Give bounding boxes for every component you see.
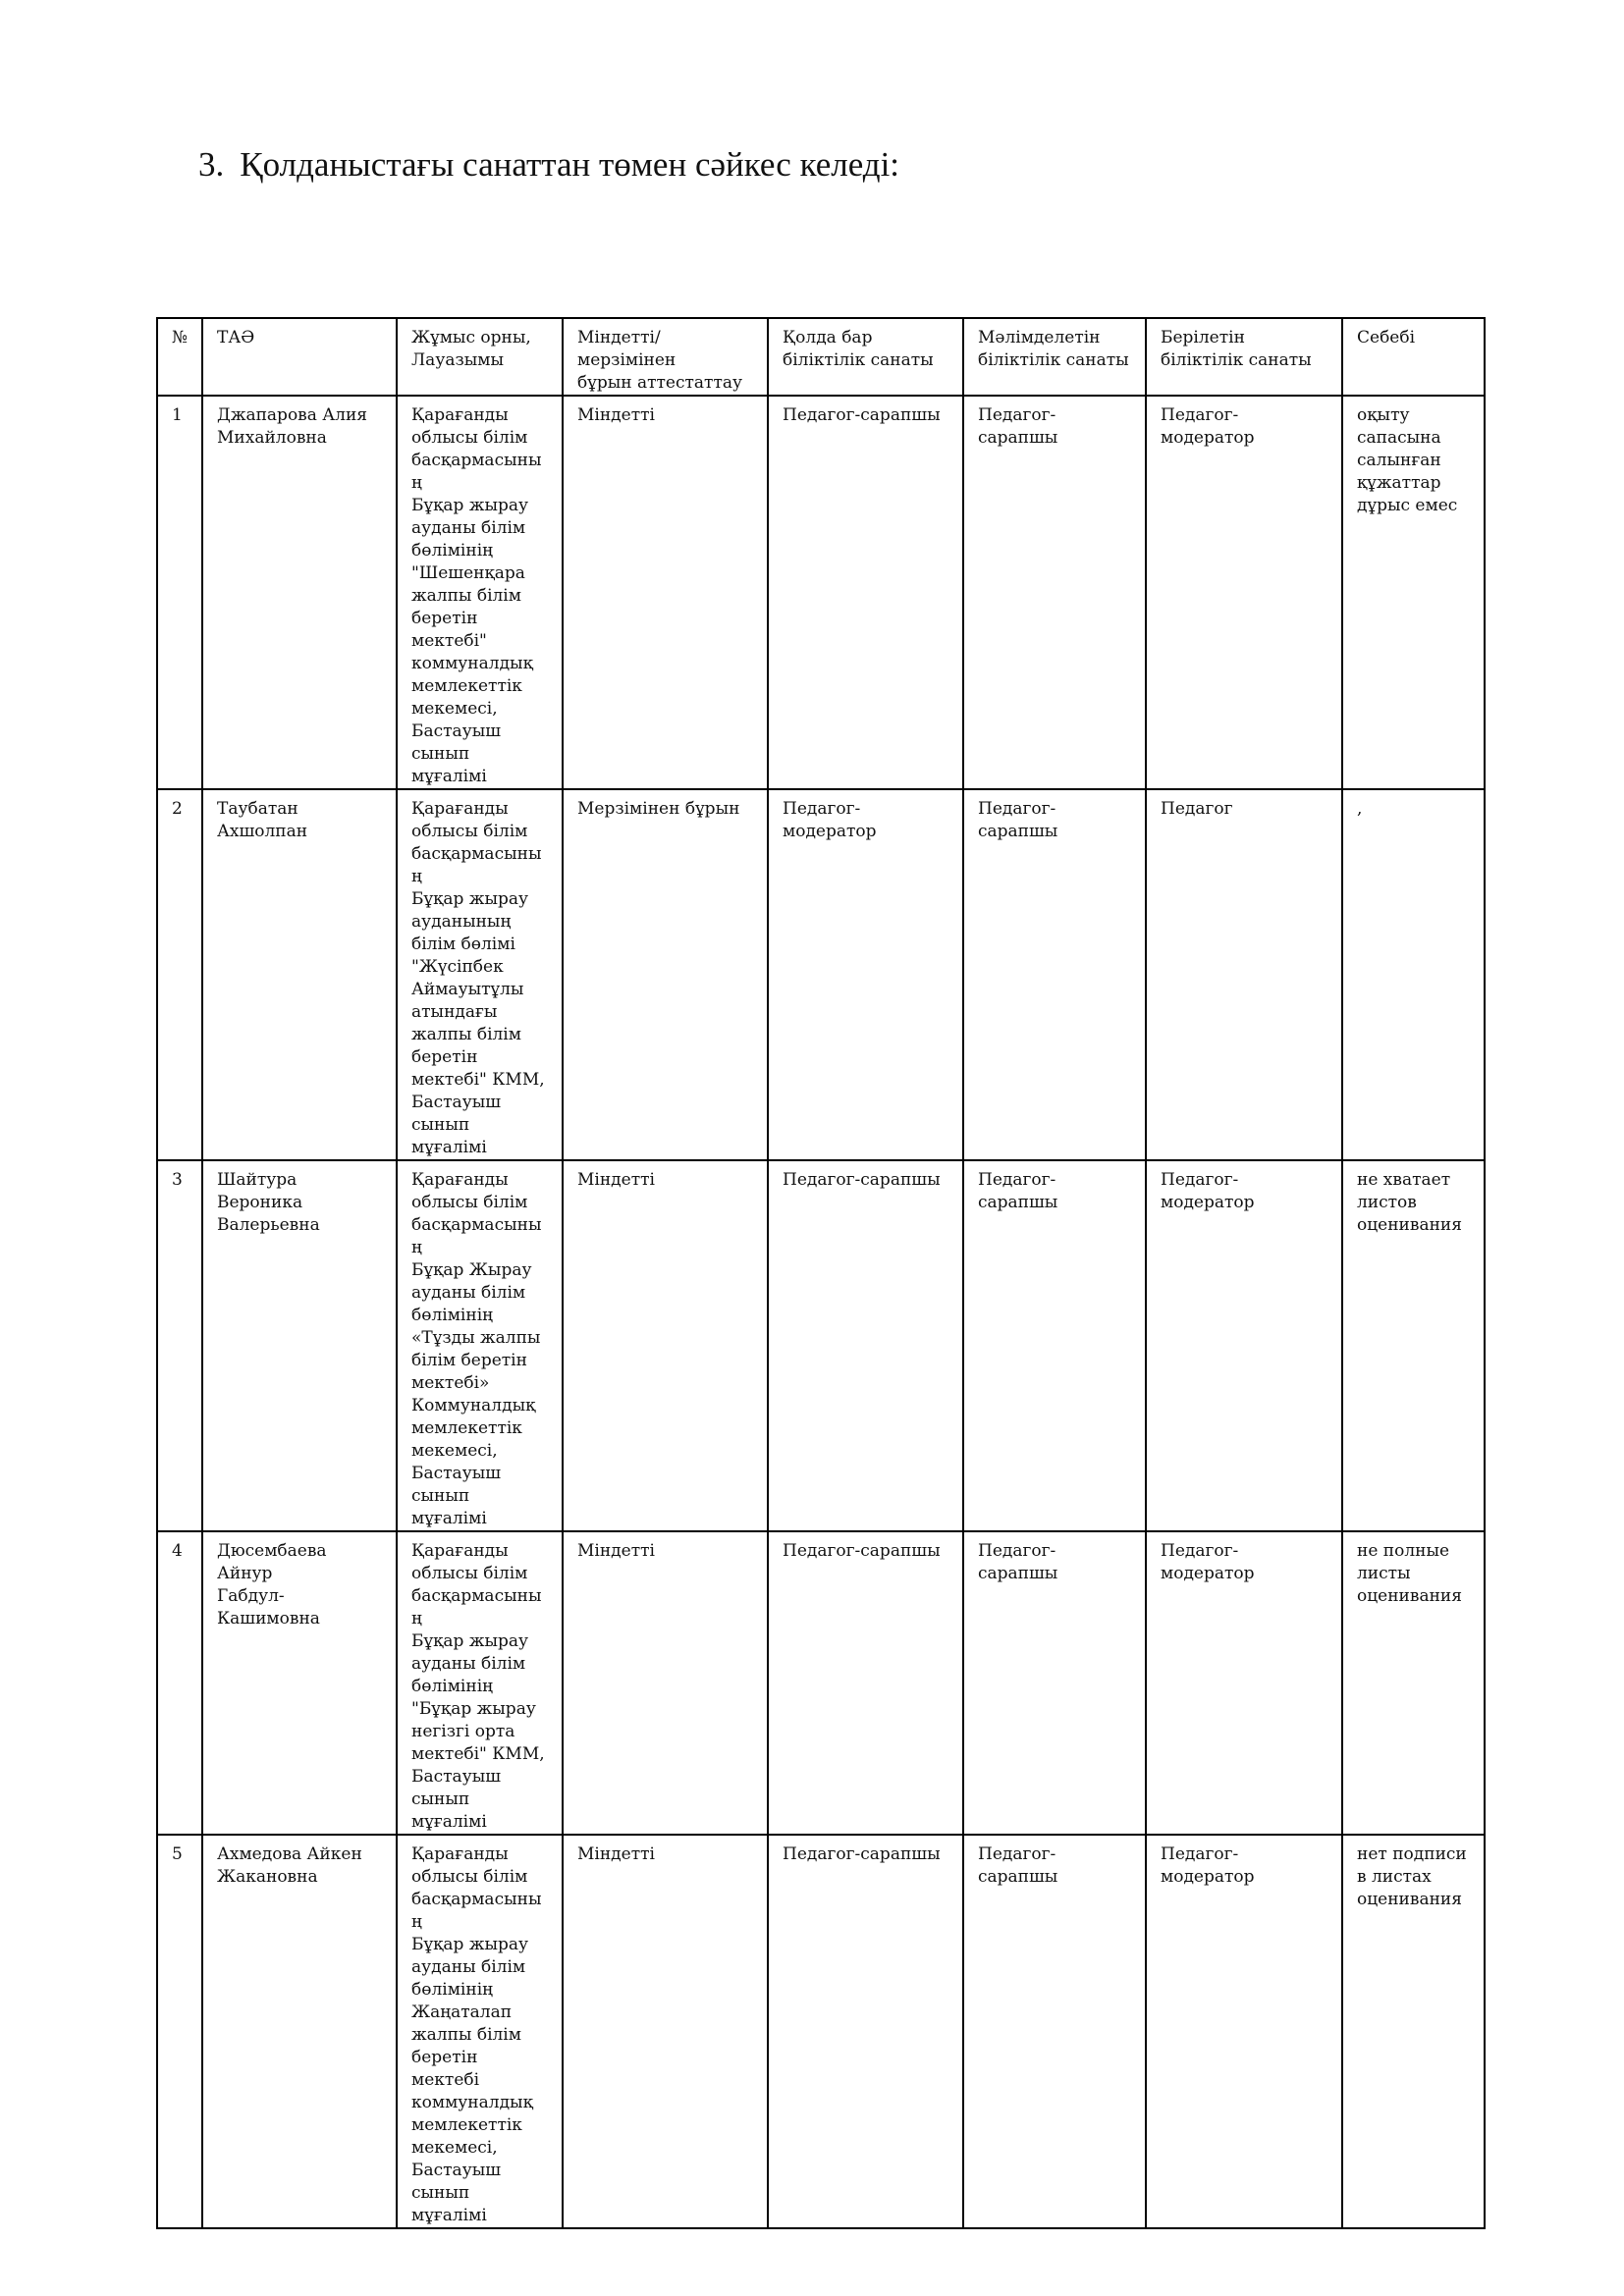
header-reason: Себебі <box>1342 318 1485 396</box>
cell-attestation-type: Мерзімінен бұрын <box>563 789 768 1160</box>
cell-reason: оқыту сапасына салынған құжаттар дұрыс емес <box>1342 396 1485 789</box>
cell-assigned-category: Педагог-модератор <box>1146 1835 1342 2228</box>
cell-attestation-type: Міндетті <box>563 1160 768 1531</box>
header-workplace: Жұмыс орны, Лауазымы <box>397 318 563 396</box>
cell-full-name: Дюсембаева Айнур Габдул-Кашимовна <box>202 1531 397 1835</box>
cell-workplace: Қарағанды облысы білім басқармасының Бұқар жырау ауданы білім бөлімінің Жаңаталап жалпы білім беретін мектебі коммуналдық мемлекеттік мекемесі, Бастауыш сынып мұғалімі <box>397 1835 563 2228</box>
cell-full-name: Джапарова Алия Михайловна <box>202 396 397 789</box>
cell-declared-category: Педагог-сарапшы <box>963 789 1146 1160</box>
header-assigned-category: Берілетін біліктілік санаты <box>1146 318 1342 396</box>
cell-reason: не хватает листов оценивания <box>1342 1160 1485 1531</box>
cell-attestation-type: Міндетті <box>563 1835 768 2228</box>
cell-declared-category: Педагог-сарапшы <box>963 1835 1146 2228</box>
cell-number: 2 <box>157 789 202 1160</box>
cell-full-name: Шайтура Вероника Валерьевна <box>202 1160 397 1531</box>
cell-assigned-category: Педагог-модератор <box>1146 1531 1342 1835</box>
cell-number: 4 <box>157 1531 202 1835</box>
table-row <box>157 396 1485 789</box>
header-declared-category: Мәлімделетін біліктілік санаты <box>963 318 1146 396</box>
cell-workplace: Қарағанды облысы білім басқармасының Бұқар жырау ауданының білім бөлімі "Жүсіпбек Аймауытұлы атындағы жалпы білім беретін мектебі" КММ, Бастауыш сынып мұғалімі <box>397 789 563 1160</box>
cell-workplace: Қарағанды облысы білім басқармасының Бұқар жырау ауданы білім бөлімінің "Шешенқара жалпы білім беретін мектебі" коммуналдық мемлекеттік мекемесі, Бастауыш сынып мұғалімі <box>397 396 563 789</box>
table-row <box>157 1160 1485 1531</box>
cell-declared-category: Педагог-сарапшы <box>963 1531 1146 1835</box>
cell-current-category: Педагог-сарапшы <box>768 1531 963 1835</box>
cell-declared-category: Педагог-сарапшы <box>963 1160 1146 1531</box>
cell-full-name: Таубатан Ахшолпан <box>202 789 397 1160</box>
cell-workplace: Қарағанды облысы білім басқармасының Бұқар Жырау ауданы білім бөлімінің «Тұзды жалпы білім беретін мектебі» Коммуналдық мемлекеттік мекемесі, Бастауыш сынып мұғалімі <box>397 1160 563 1531</box>
cell-reason: не полные листы оценивания <box>1342 1531 1485 1835</box>
section-heading <box>198 145 899 185</box>
header-attestation-type: Міндетті/мерзімінен бұрын аттестаттау <box>563 318 768 396</box>
cell-declared-category: Педагог-сарапшы <box>963 396 1146 789</box>
cell-assigned-category: Педагог-модератор <box>1146 396 1342 789</box>
table-header-row <box>157 318 1485 396</box>
cell-current-category: Педагог-модератор <box>768 789 963 1160</box>
cell-attestation-type: Міндетті <box>563 1531 768 1835</box>
cell-attestation-type: Міндетті <box>563 396 768 789</box>
section-title: Қолданыстағы санаттан төмен сәйкес келеді: <box>240 145 900 184</box>
cell-number: 1 <box>157 396 202 789</box>
table-row <box>157 789 1485 1160</box>
cell-full-name: Ахмедова Айкен Жакановна <box>202 1835 397 2228</box>
cell-current-category: Педагог-сарапшы <box>768 396 963 789</box>
header-full-name: ТАӘ <box>202 318 397 396</box>
cell-number: 5 <box>157 1835 202 2228</box>
header-number: № <box>157 318 202 396</box>
cell-current-category: Педагог-сарапшы <box>768 1835 963 2228</box>
header-current-category: Қолда бар біліктілік санаты <box>768 318 963 396</box>
cell-assigned-category: Педагог <box>1146 789 1342 1160</box>
table-row <box>157 1531 1485 1835</box>
attestation-table <box>156 317 1486 2229</box>
cell-workplace: Қарағанды облысы білім басқармасының Бұқар жырау ауданы білім бөлімінің "Бұқар жырау негізгі орта мектебі" КММ, Бастауыш сынып мұғалімі <box>397 1531 563 1835</box>
cell-current-category: Педагог-сарапшы <box>768 1160 963 1531</box>
cell-reason: нет подписи в листах оценивания <box>1342 1835 1485 2228</box>
table-row <box>157 1835 1485 2228</box>
cell-assigned-category: Педагог-модератор <box>1146 1160 1342 1531</box>
section-number: 3. <box>198 145 225 184</box>
cell-number: 3 <box>157 1160 202 1531</box>
cell-reason: , <box>1342 789 1485 1160</box>
